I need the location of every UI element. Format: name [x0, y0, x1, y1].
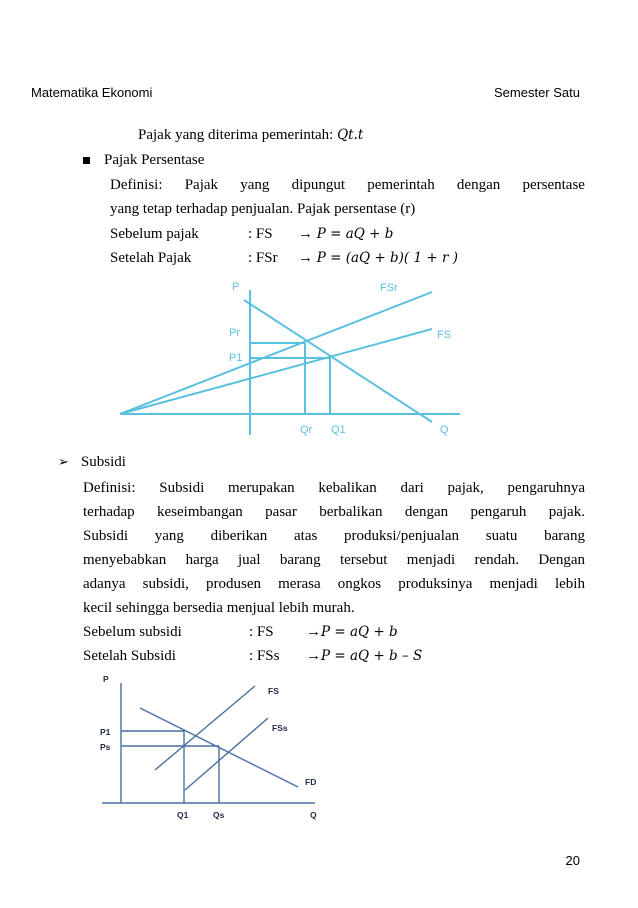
word: merasa — [278, 576, 321, 592]
word: dari — [400, 480, 424, 496]
g1-label-p1: P1 — [229, 352, 243, 364]
before-subsidy-code: : FS — [249, 624, 274, 640]
g1-fsr-line — [120, 292, 432, 414]
section2-definition-line — [83, 478, 585, 498]
after-tax-code: : FSr — [248, 250, 278, 266]
section2-title: Subsidi — [80, 454, 126, 470]
g1-label-fsr: FSr — [380, 282, 398, 294]
after-subsidy-formula-group — [306, 646, 422, 666]
word: Definisi: — [110, 177, 163, 193]
before-tax-label: Sebelum pajak — [110, 226, 199, 242]
section2-definition-line — [83, 502, 585, 522]
formula-row-after-subsidy — [83, 646, 583, 666]
g2-label-p1: P1 — [100, 727, 111, 737]
word: berbalikan — [319, 504, 383, 520]
word: menyebabkan — [83, 552, 167, 568]
word: Pajak — [184, 177, 219, 193]
header-right: Semester Satu — [494, 85, 580, 100]
word: kebalikan — [318, 480, 377, 496]
word: yang — [154, 528, 184, 544]
word: ongkos — [337, 576, 382, 592]
g1-label-fs: FS — [437, 329, 452, 341]
word: menjadi — [489, 576, 538, 592]
word: suatu — [485, 528, 518, 544]
word: rendah. — [474, 552, 520, 568]
word: Dengan — [538, 552, 585, 568]
word: keseimbangan — [157, 504, 243, 520]
word: dengan — [404, 504, 449, 520]
word: menjadi — [406, 552, 456, 568]
word: persentase — [522, 177, 585, 193]
after-subsidy-formula: P = aQ + b – S — [321, 648, 423, 664]
formula-row-before-subsidy — [83, 622, 583, 642]
after-tax-label: Setelah Pajak — [110, 250, 192, 266]
word: dipungut — [291, 177, 345, 193]
word: adanya — [83, 576, 126, 592]
arrow-right-icon: → — [306, 648, 321, 664]
word: jual — [238, 552, 261, 568]
word: produksinya — [398, 576, 473, 592]
g2-label-fd: FD — [305, 777, 317, 787]
g2-fss-line — [185, 718, 268, 790]
after-subsidy-code: : FSs — [249, 648, 280, 664]
word: barang — [279, 552, 321, 568]
g1-label-q: Q — [440, 424, 449, 436]
bullet-subsidi — [58, 452, 126, 473]
section2-definition-last-line: kecil sehingga bersedia menjual lebih murah. — [83, 600, 355, 616]
section1-title: Pajak Persentase — [104, 152, 205, 168]
g2-label-p: P — [103, 674, 109, 684]
word: pajak. — [548, 504, 585, 520]
before-subsidy-formula-group — [306, 622, 398, 642]
word: lebih — [554, 576, 585, 592]
word: Definisi: — [83, 480, 136, 496]
arrow-right-icon: → — [298, 250, 313, 266]
before-tax-formula: P = aQ + b — [316, 226, 394, 242]
word: dengan — [456, 177, 501, 193]
g2-label-q1: Q1 — [177, 810, 189, 820]
section1-definition-line2: yang tetap terhadap penjualan. Pajak persentase (r) — [110, 201, 416, 217]
g2-label-fs: FS — [268, 686, 279, 696]
word: harga — [185, 552, 219, 568]
word: pengaruhnya — [507, 480, 585, 496]
word: terhadap — [83, 504, 135, 520]
word: merupakan — [228, 480, 295, 496]
word: pasar — [265, 504, 297, 520]
intro-formula: Qt.t — [337, 127, 364, 143]
page-number: 20 — [565, 853, 580, 868]
before-subsidy-label: Sebelum subsidi — [83, 624, 182, 640]
section2-definition-line — [83, 526, 585, 546]
word: Subsidi — [159, 480, 205, 496]
before-tax-code: : FS — [248, 226, 273, 242]
g2-label-qs: Qs — [213, 810, 225, 820]
section2-definition-line — [83, 550, 585, 570]
g2-label-ps: Ps — [100, 742, 111, 752]
word: subsidi, — [142, 576, 189, 592]
g1-fs-line — [120, 329, 432, 414]
word: produsen — [206, 576, 261, 592]
arrowhead-bullet-icon: ➢ — [58, 455, 69, 470]
arrow-right-icon: → — [298, 226, 313, 242]
g1-label-p: P — [232, 281, 240, 293]
arrow-right-icon: → — [306, 624, 321, 640]
intro-text: Pajak yang diterima pemerintah: — [138, 127, 334, 143]
word: pajak, — [447, 480, 484, 496]
after-subsidy-label: Setelah Subsidi — [83, 648, 176, 664]
word: tersebut — [339, 552, 388, 568]
word: pemerintah — [367, 177, 435, 193]
word: pengaruh — [470, 504, 527, 520]
section2-definition-line — [83, 574, 585, 594]
g1-demand-line — [244, 300, 432, 422]
word: yang — [240, 177, 270, 193]
word: diberikan — [210, 528, 268, 544]
word: atas — [294, 528, 318, 544]
before-subsidy-formula: P = aQ + b — [321, 624, 398, 640]
word: barang — [544, 528, 585, 544]
word: Subsidi — [83, 528, 129, 544]
header-left: Matematika Ekonomi — [31, 85, 153, 100]
g1-label-pr: Pr — [229, 327, 240, 339]
word: produksi/penjualan — [344, 528, 460, 544]
g1-label-qr: Qr — [300, 424, 313, 436]
g2-label-fss: FSs — [272, 723, 288, 733]
g1-label-q1: Q1 — [331, 424, 346, 436]
after-tax-formula: P = (aQ + b)( 1 + r ) — [316, 250, 458, 266]
g2-label-q: Q — [310, 810, 317, 820]
